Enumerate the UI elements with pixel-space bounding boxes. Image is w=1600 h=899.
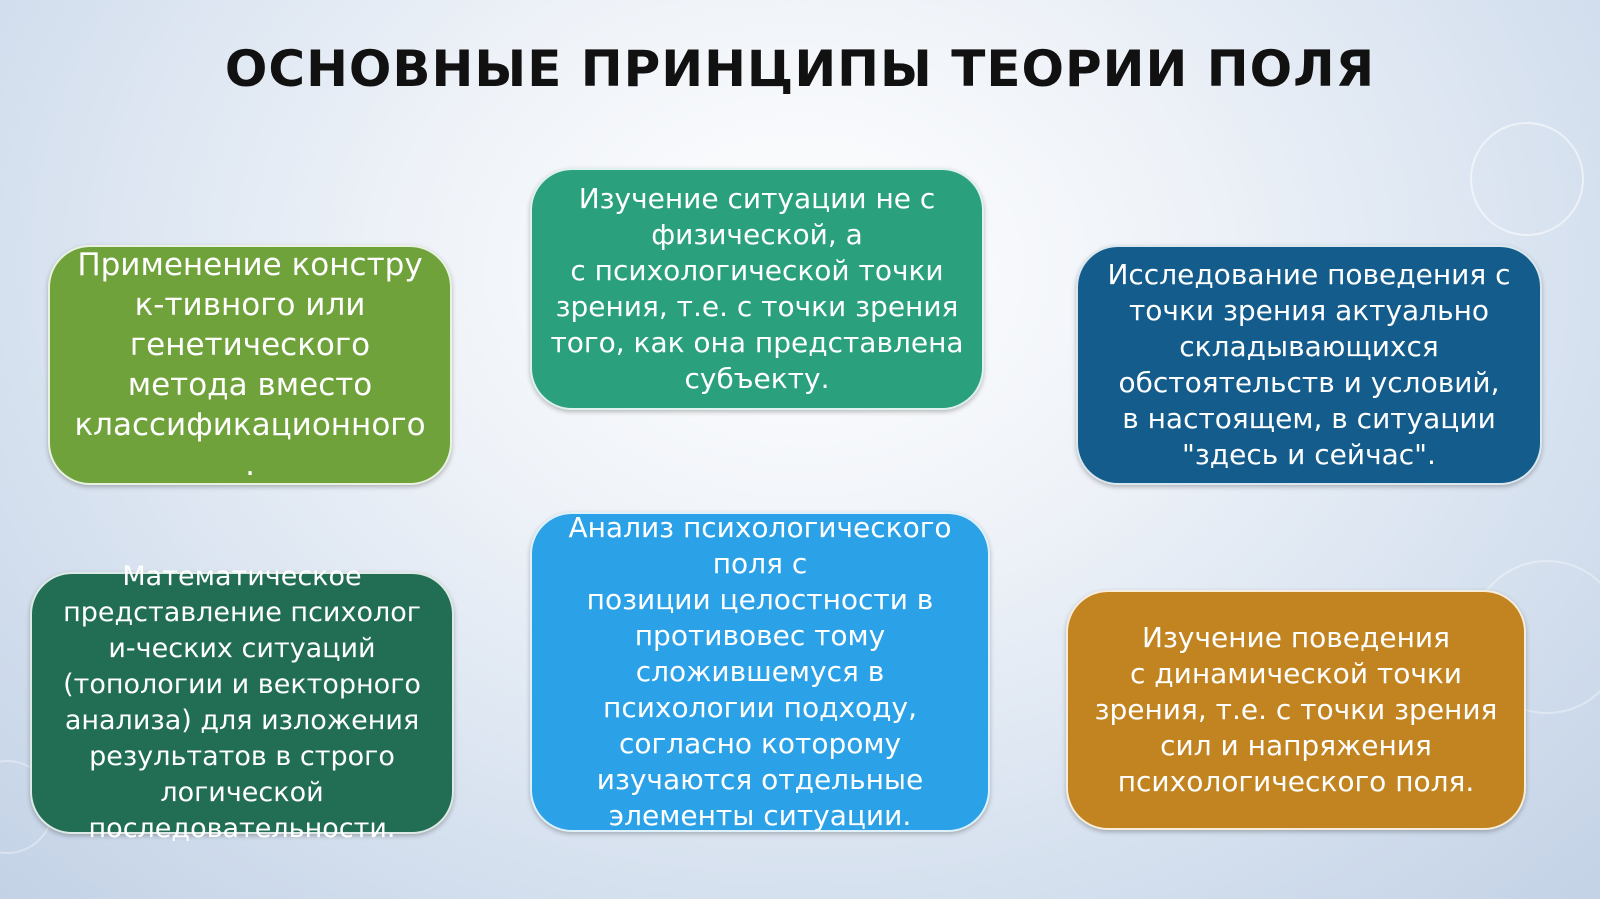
principle-card-here-and-now [1076,245,1542,485]
principle-card-text: Математическое представление психолог и-ческих ситуаций (топологии и векторного анализа) для изложения результатов в строго логической последовательности. [63,561,421,844]
principle-card-field-integrity [530,512,990,832]
principle-card-psychological-situation [530,168,984,410]
principle-card-text: Исследование поведения с точки зрения актуально складывающихся обстоятельств и условий, в настоящем, в ситуации "здесь и сейчас". [1107,258,1511,471]
principle-card-mathematical-representation [30,561,454,844]
slide-title: ОСНОВНЫЕ ПРИНЦИПЫ ТЕОРИИ ПОЛЯ [224,40,1376,98]
principle-card-constructive-method [48,245,452,485]
principle-card-dynamic-viewpoint [1066,590,1526,830]
principle-card-text: Применение констру к-тивного или генетического метода вместо классификационного . [74,247,426,483]
principle-card-text: Анализ психологического поля с позиции целостности в противовес тому сложившемуся в психологии подходу, согласно которому изучаются отдельные элементы ситуации. [568,511,952,832]
principle-card-text: Изучение поведения с динамической точки зрения, т.е. с точки зрения сил и напряжения психологического поля. [1094,621,1498,798]
decorative-ring [1470,122,1584,236]
principle-card-text: Изучение ситуации не с физической, а с психологической точки зрения, т.е. с точки зрения того, как она представлена субъекту. [550,182,964,395]
